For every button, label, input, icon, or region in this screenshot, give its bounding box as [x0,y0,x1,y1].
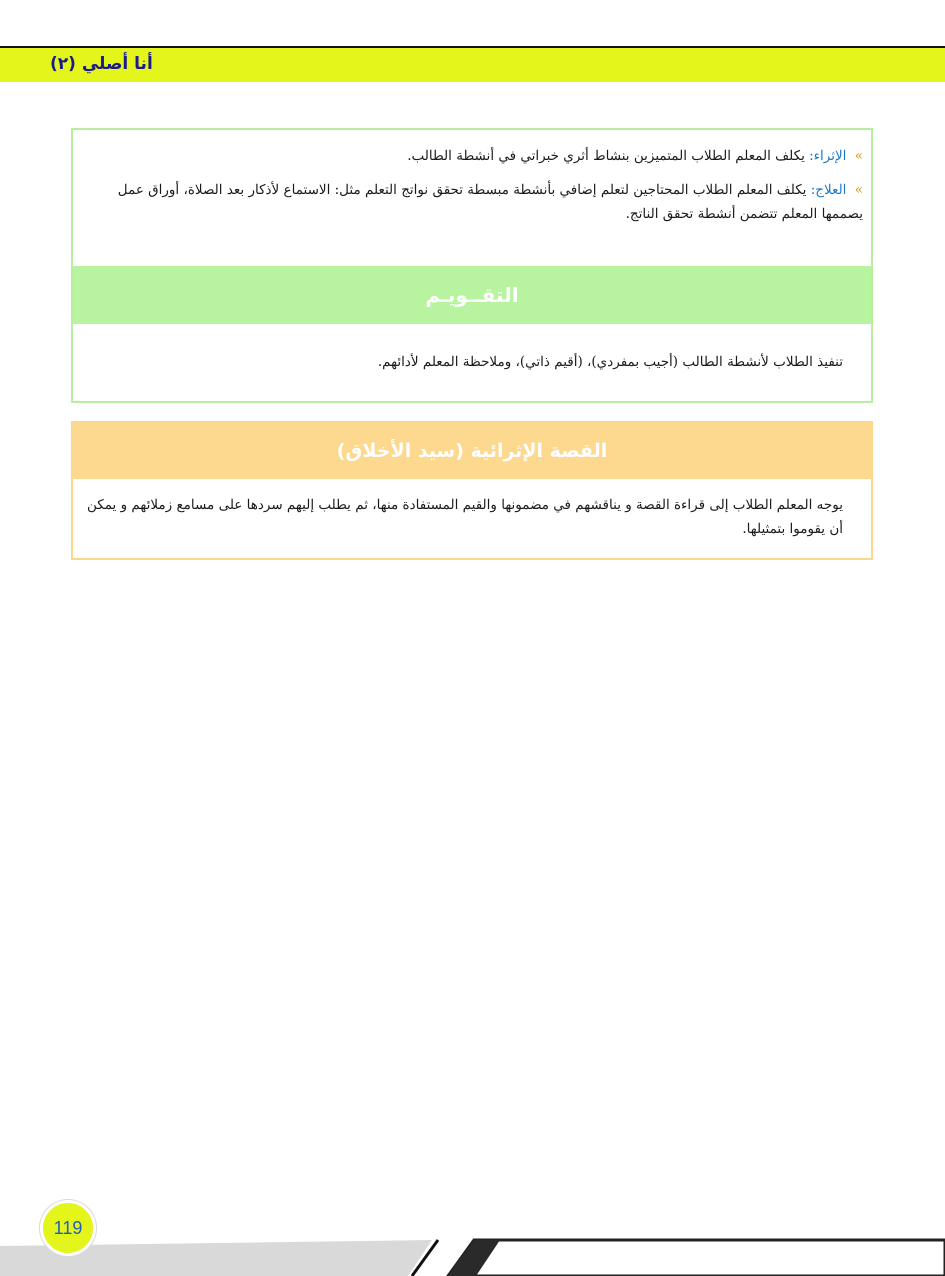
story-title: القصة الإثرائية (سيد الأخلاق) [336,440,608,462]
remedy-label: العلاج: [810,182,847,198]
activities-panel [71,128,873,403]
story-panel [71,421,873,560]
enrichment-label: الإثراء: [809,148,847,164]
remedy-text: يكلف المعلم الطلاب المحتاجين لتعلم إضافي بأنشطة مبسطة تحقق نواتج التعلم مثل: الاستماع لأذكار بعد الصلاة، أوراق عمل يصممها المعلم تتضمن أنشطة تحقق الناتج. [117,182,863,222]
bullet-icon: » [854,148,863,164]
story-header [73,423,871,479]
activities-text [79,144,863,236]
story-text: يوجه المعلم الطلاب إلى قراءة القصة و يناقشهم في مضمونها والقيم المستفادة منها، ثم يطلب إليهم سردها على مسامع زملائهم و يمكن أن يقوموا بتمثيلها. [87,497,843,537]
page-number-badge [40,1200,96,1256]
page-title: أنا أصلي (٢) [50,54,153,74]
evaluation-header [73,266,871,324]
footer-right-band [448,1240,945,1276]
evaluation-text: تنفيذ الطلاب لأنشطة الطالب (أجيب بمفردي)، (أقيم ذاتي)، وملاحظة المعلم لأدائهم. [377,354,843,370]
page-number: 119 [53,1217,83,1238]
footer-decoration [0,1236,945,1276]
evaluation-title: التقــويـم [425,283,519,307]
enrichment-paragraph [79,144,863,168]
enrichment-text: يكلف المعلم الطلاب المتميزين بنشاط أثري خبراتي في أنشطة الطالب. [407,148,805,164]
remedy-paragraph [79,178,863,226]
bullet-icon: » [854,182,863,198]
